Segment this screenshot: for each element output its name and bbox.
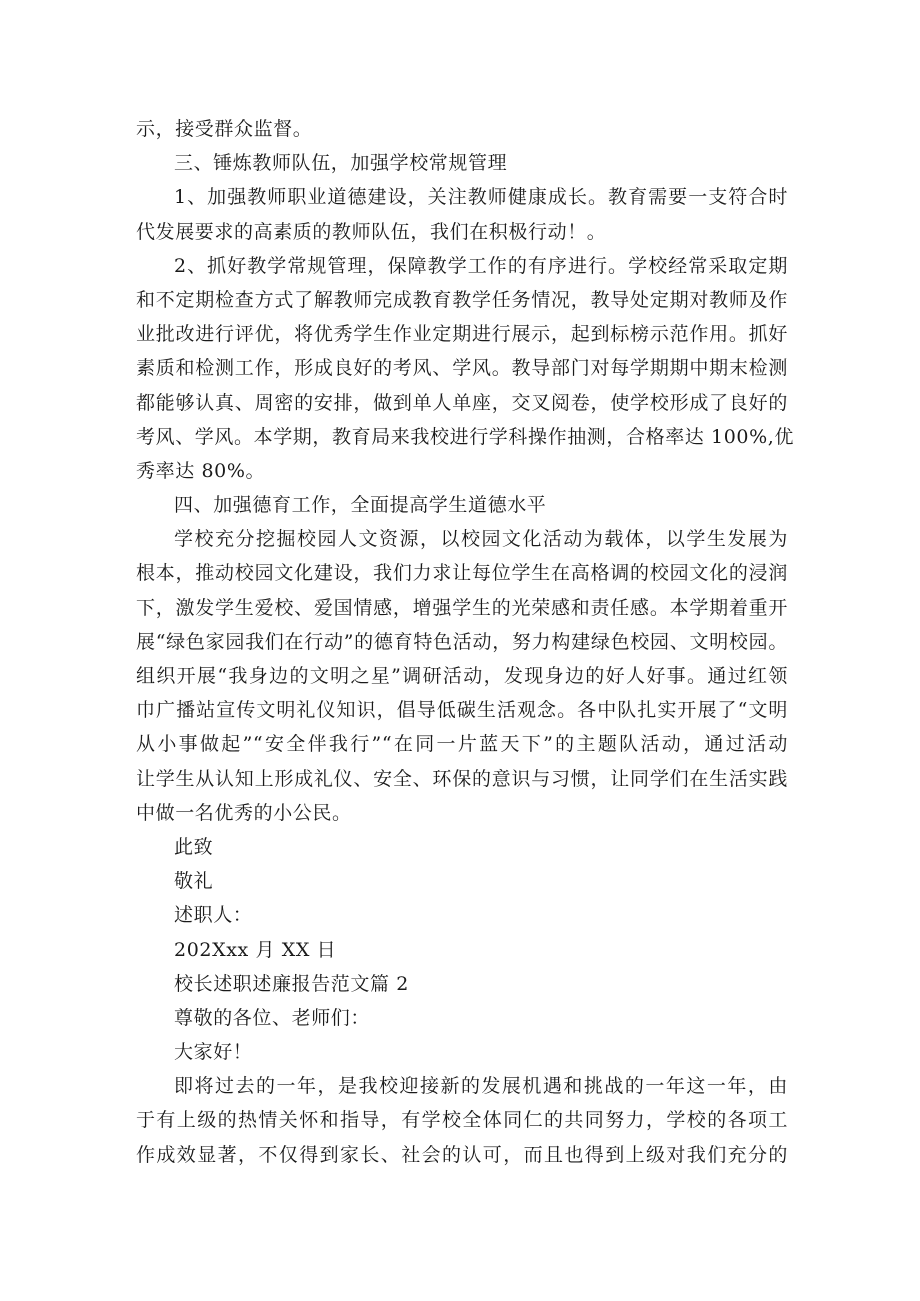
text-line: 四、加强德育工作，全面提高学生道德水平 xyxy=(174,494,547,517)
text-line: 下，激发学生爱校、爱国情感，增强学生的光荣感和责任感。本学期着重开 xyxy=(136,596,788,619)
text-line: 述职人： xyxy=(174,904,253,927)
text-line: 业批改进行评优，将优秀学生作业定期进行展示，起到标榜示范作用。抓好 xyxy=(136,323,788,346)
text-line: 中做一名优秀的小公民。 xyxy=(136,801,352,824)
text-line: 作成效显著，不仅得到家长、社会的认可，而且也得到上级对我们充分的 xyxy=(136,1143,788,1166)
text-line: 巾广播站宣传文明礼仪知识，倡导低碳生活观念。各中队扎实开展了“文明 xyxy=(136,699,788,722)
text-line: 202Xxx 月 XX 日 xyxy=(174,938,337,961)
text-line: 示，接受群众监督。 xyxy=(136,118,313,140)
text-line: 都能够认真、周密的安排，做到单人单座，交叉阅卷，使学校形成了良好的 xyxy=(136,391,788,414)
text-line: 代发展要求的高素质的教师队伍，我们在积极行动！。 xyxy=(136,220,607,243)
text-line: 考风、学风。本学期，教育局来我校进行学科操作抽测，合格率达 100%,优 xyxy=(136,425,794,448)
text-line: 此致 xyxy=(174,835,214,858)
text-line: 校长述职述廉报告范文篇 2 xyxy=(174,972,409,995)
text-line: 从小事做起”“安全伴我行”“在同一片蓝天下”的主题队活动，通过活动 xyxy=(136,733,788,756)
text-line: 让学生从认知上形成礼仪、安全、环保的意识与习惯，让同学们在生活实践 xyxy=(136,767,788,790)
document-page xyxy=(136,112,794,1172)
text-line: 和不定期检查方式了解教师完成教育教学任务情况，教导处定期对教师及作 xyxy=(136,288,788,311)
text-line: 即将过去的一年，是我校迎接新的发展机遇和挑战的一年这一年，由 xyxy=(174,1075,788,1098)
text-line: 三、锤炼教师队伍，加强学校常规管理 xyxy=(174,152,508,175)
text-line: 大家好！ xyxy=(174,1041,253,1064)
text-line: 根本，推动校园文化建设，我们力求让每位学生在高格调的校园文化的浸润 xyxy=(136,562,788,585)
text-line: 尊敬的各位、老师们： xyxy=(174,1006,371,1029)
text-line: 于有上级的热情关怀和指导，有学校全体同仁的共同努力，学校的各项工 xyxy=(136,1109,788,1132)
text-line: 敬礼 xyxy=(174,870,214,893)
text-line: 1、加强教师职业道德建设，关注教师健康成长。教育需要一支符合时 xyxy=(174,186,788,209)
text-line: 2、抓好教学常规管理，保障教学工作的有序进行。学校经常采取定期 xyxy=(174,254,788,277)
text-line: 素质和检测工作，形成良好的考风、学风。教导部门对每学期期中期末检测 xyxy=(136,357,788,380)
text-line: 秀率达 80%。 xyxy=(136,459,266,482)
text-line: 学校充分挖掘校园人文资源，以校园文化活动为载体，以学生发展为 xyxy=(174,528,788,551)
text-line: 组织开展“我身边的文明之星”调研活动，发现身边的好人好事。通过红领 xyxy=(136,665,788,687)
text-line: 展“绿色家园我们在行动”的德育特色活动，努力构建绿色校园、文明校园。 xyxy=(136,630,788,653)
